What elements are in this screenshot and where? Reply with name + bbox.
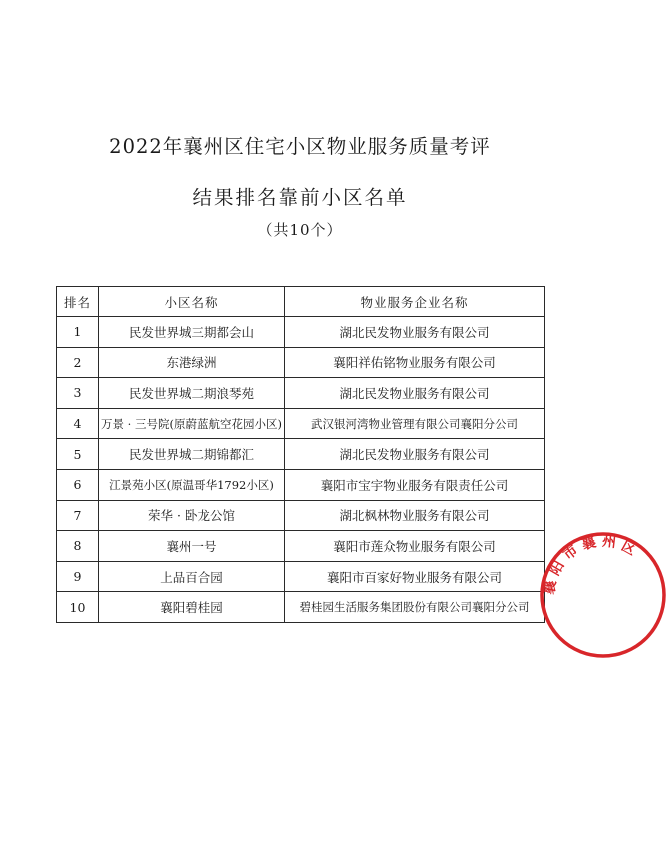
cell-community: 万景 · 三号院(原蔚蓝航空花园小区) xyxy=(99,408,285,439)
cell-community: 江景苑小区(原温哥华1792小区) xyxy=(99,469,285,500)
cell-rank: 5 xyxy=(57,439,99,470)
cell-rank: 1 xyxy=(57,317,99,348)
cell-community: 东港绿洲 xyxy=(99,347,285,378)
cell-rank: 8 xyxy=(57,531,99,562)
cell-community: 民发世界城二期浪琴苑 xyxy=(99,378,285,409)
cell-community: 上品百合园 xyxy=(99,561,285,592)
official-seal xyxy=(538,530,668,660)
cell-community: 民发世界城二期锦都汇 xyxy=(99,439,285,470)
cell-company: 湖北民发物业服务有限公司 xyxy=(285,439,545,470)
cell-community: 襄阳碧桂园 xyxy=(99,592,285,623)
cell-rank: 7 xyxy=(57,500,99,531)
cell-company: 襄阳市百家好物业服务有限公司 xyxy=(285,561,545,592)
table-row xyxy=(57,378,545,409)
cell-company: 武汉银河湾物业管理有限公司襄阳分公司 xyxy=(285,408,545,439)
cell-rank: 4 xyxy=(57,408,99,439)
cell-company: 湖北民发物业服务有限公司 xyxy=(285,378,545,409)
cell-rank: 3 xyxy=(57,378,99,409)
cell-community: 民发世界城三期都会山 xyxy=(99,317,285,348)
cell-community: 襄州一号 xyxy=(99,531,285,562)
table-row xyxy=(57,347,545,378)
header-company: 物业服务企业名称 xyxy=(285,287,545,317)
cell-company: 襄阳祥佑铭物业服务有限公司 xyxy=(285,347,545,378)
header-rank: 排名 xyxy=(57,287,99,317)
table-row xyxy=(57,317,545,348)
cell-company: 襄阳市莲众物业服务有限公司 xyxy=(285,531,545,562)
cell-rank: 9 xyxy=(57,561,99,592)
cell-company: 襄阳市宝宇物业服务有限责任公司 xyxy=(285,469,545,500)
cell-rank: 6 xyxy=(57,469,99,500)
cell-company: 湖北枫林物业服务有限公司 xyxy=(285,500,545,531)
document-subtitle: （共10个） xyxy=(257,221,343,239)
table-row xyxy=(57,408,545,439)
cell-company: 碧桂园生活服务集团股份有限公司襄阳分公司 xyxy=(285,592,545,623)
seal-text: 襄 阳 市 襄 州 区 xyxy=(541,533,639,596)
table-row xyxy=(57,469,545,500)
document-title-line1: 2022年襄州区住宅小区物业服务质量考评 xyxy=(109,135,491,158)
table-row xyxy=(57,439,545,470)
cell-rank: 10 xyxy=(57,592,99,623)
table-header-row xyxy=(57,287,545,317)
cell-rank: 2 xyxy=(57,347,99,378)
table-row xyxy=(57,592,545,623)
cell-company: 湖北民发物业服务有限公司 xyxy=(285,317,545,348)
header-community: 小区名称 xyxy=(99,287,285,317)
table-row xyxy=(57,561,545,592)
ranking-table xyxy=(56,286,545,623)
table-row xyxy=(57,531,545,562)
document-title-line2: 结果排名靠前小区名单 xyxy=(192,186,408,209)
table-row xyxy=(57,500,545,531)
seal-outer-ring xyxy=(542,534,664,656)
cell-community: 荣华 · 卧龙公馆 xyxy=(99,500,285,531)
